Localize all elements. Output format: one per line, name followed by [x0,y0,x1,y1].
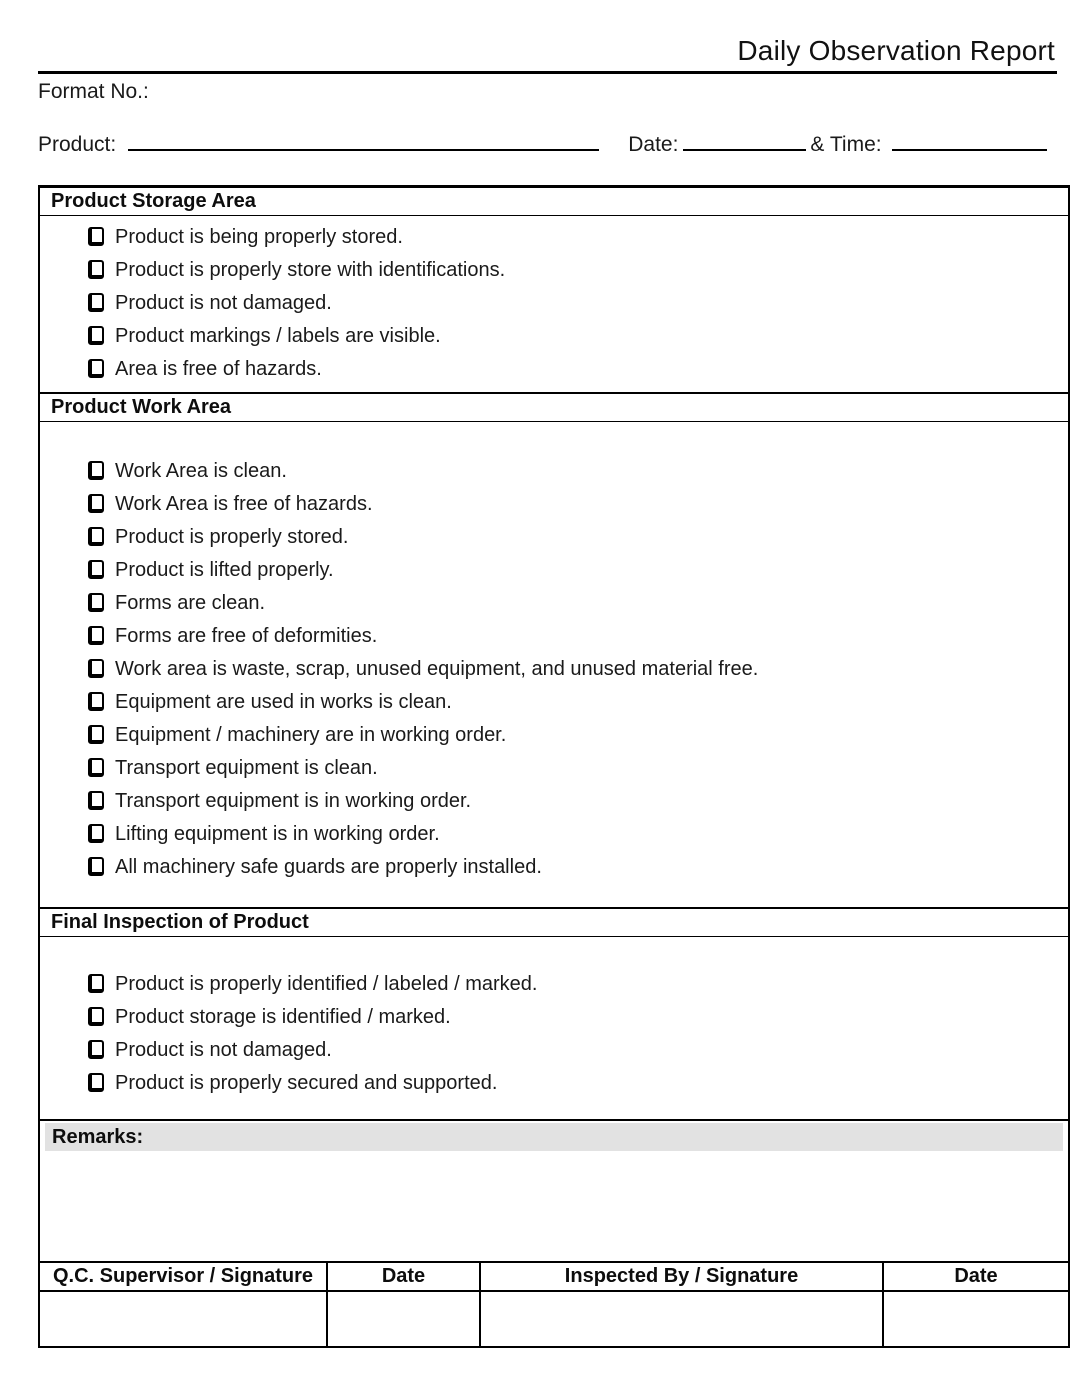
checklist-item-label: Product is properly stored. [115,526,349,548]
signature-header-cell: Date [882,1263,1068,1292]
checklist-item-label: Product markings / labels are visible. [115,325,441,347]
checklist-item-label: Work Area is clean. [115,460,287,482]
checklist-item [40,1001,1068,1034]
checklist-item [40,752,1068,785]
date-label: Date: [628,133,679,156]
checkbox-icon[interactable] [88,1073,104,1092]
report-title: Daily Observation Report [737,35,1055,66]
checklist-item [40,686,1068,719]
checklist-item [40,320,1068,353]
checkbox-icon[interactable] [88,1007,104,1026]
remarks-label: Remarks: [45,1123,1063,1151]
checklist-item [40,488,1068,521]
checklist-item [40,1034,1068,1067]
checklist-item-label: Product is lifted properly. [115,559,334,581]
checkbox-icon[interactable] [88,260,104,279]
product-label: Product: [38,133,117,156]
checklist-item [40,587,1068,620]
section-header: Product Work Area [40,392,1068,422]
signature-table [40,1261,1068,1346]
date-input-line[interactable] [683,129,806,151]
checkbox-icon[interactable] [88,461,104,480]
title-rule [38,71,1057,74]
checkbox-icon[interactable] [88,527,104,546]
checkbox-icon[interactable] [88,593,104,612]
checkbox-icon[interactable] [88,227,104,246]
section-header: Product Storage Area [40,188,1068,216]
signature-input-cell[interactable] [40,1292,326,1346]
checkbox-icon[interactable] [88,359,104,378]
checklist-item-label: Product is being properly stored. [115,226,403,248]
checkbox-icon[interactable] [88,824,104,843]
checkbox-icon[interactable] [88,791,104,810]
checkbox-icon[interactable] [88,659,104,678]
checklist-item [40,353,1068,386]
checklist-item [40,1067,1068,1100]
checklist-section [40,188,1068,392]
checklist-item-label: Forms are free of deformities. [115,625,378,647]
checklist-section [40,392,1068,907]
checklist-item-label: Product is properly secured and supported. [115,1072,498,1094]
time-input-line[interactable] [892,129,1047,151]
checkbox-icon[interactable] [88,293,104,312]
remarks-input-area[interactable] [40,1151,1068,1261]
checklist-item-label: Lifting equipment is in working order. [115,823,440,845]
checkbox-icon[interactable] [88,326,104,345]
product-input-line[interactable] [128,129,599,151]
remarks-section [40,1119,1068,1261]
format-no-label: Format No.: [38,80,149,103]
checklist-item-label: Product is properly store with identifications. [115,259,506,281]
checklist-item-label: Equipment are used in works is clean. [115,691,452,713]
signature-input-cell[interactable] [326,1292,479,1346]
checkbox-icon[interactable] [88,494,104,513]
checklist-item [40,968,1068,1001]
inspection-form-box [38,185,1070,1348]
checklist-item [40,554,1068,587]
signature-input-cell[interactable] [882,1292,1068,1346]
product-date-time-row [38,129,1070,158]
signature-header-cell: Inspected By / Signature [479,1263,882,1292]
checkbox-icon[interactable] [88,626,104,645]
checklist-item [40,653,1068,686]
checkbox-icon[interactable] [88,692,104,711]
checklist-item-label: Work Area is free of hazards. [115,493,373,515]
checkbox-icon[interactable] [88,857,104,876]
signature-header-cell: Date [326,1263,479,1292]
checklist-item-label: Equipment / machinery are in working order. [115,724,507,746]
checklist-item [40,851,1068,884]
checklist-item [40,818,1068,851]
checkbox-icon[interactable] [88,758,104,777]
checklist-item-label: Product storage is identified / marked. [115,1006,451,1028]
checklist-item [40,620,1068,653]
checklist-item-label: Product is properly identified / labeled / marked. [115,973,538,995]
checklist-item [40,521,1068,554]
signature-input-cell[interactable] [479,1292,882,1346]
checklist-item [40,287,1068,320]
checkbox-icon[interactable] [88,1040,104,1059]
checklist-item-label: Transport equipment is in working order. [115,790,472,812]
checklist-item-label: Transport equipment is clean. [115,757,378,779]
checklist-item [40,719,1068,752]
checklist-item-label: Product is not damaged. [115,292,332,314]
checklist-item-label: Area is free of hazards. [115,358,322,380]
checklist-item [40,254,1068,287]
checklist-item [40,785,1068,818]
time-label: & Time: [810,133,882,156]
checkbox-icon[interactable] [88,974,104,993]
section-header: Final Inspection of Product [40,907,1068,937]
checklist-item [40,221,1068,254]
checklist-item [40,455,1068,488]
checklist-item-label: Work area is waste, scrap, unused equipment, and unused material free. [115,658,759,680]
checklist-section [40,907,1068,1119]
signature-header-cell: Q.C. Supervisor / Signature [40,1263,326,1292]
checkbox-icon[interactable] [88,560,104,579]
checklist-item-label: Product is not damaged. [115,1039,332,1061]
checklist-item-label: All machinery safe guards are properly installed. [115,856,542,878]
checklist-item-label: Forms are clean. [115,592,266,614]
checklist-sections [40,188,1068,1119]
checkbox-icon[interactable] [88,725,104,744]
